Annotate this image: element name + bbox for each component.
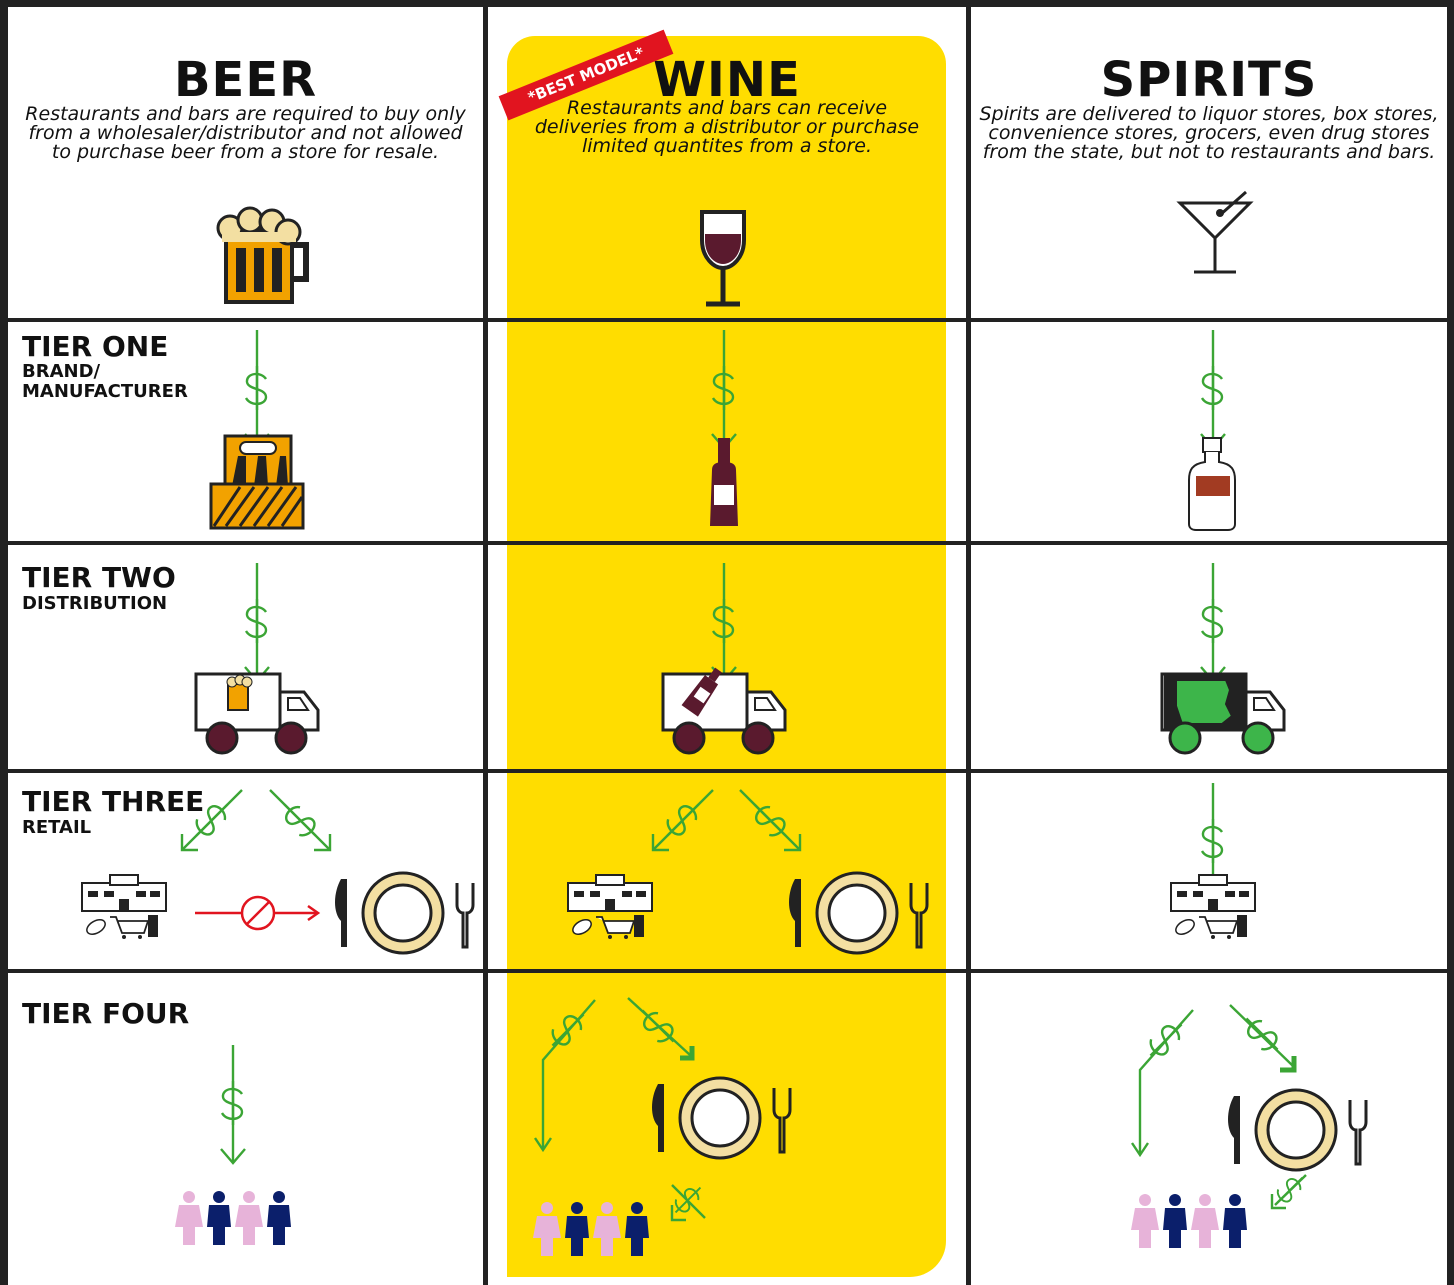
wine-desc-line: deliveries from a distributor or purchase: [534, 116, 920, 138]
spirits-desc-line: convenience stores, grocers, even drug stores: [988, 122, 1430, 144]
tier-one-sub-line: MANUFACTURER: [22, 381, 188, 402]
money-flow-arrow: [1201, 563, 1225, 681]
store-icon: [1171, 875, 1255, 939]
money-flow-arrow: [182, 790, 242, 850]
people-icon: [533, 1202, 649, 1256]
no-entry-icon: [195, 897, 318, 929]
tier-four-title: TIER FOUR: [22, 997, 190, 1030]
tier-two-sub-line: DISTRIBUTION: [22, 593, 168, 614]
money-flow-arrow: [740, 790, 800, 850]
tier-two-title: TIER TWO: [22, 561, 176, 594]
people-icon: [1131, 1194, 1247, 1248]
money-flow-arrow: [270, 790, 330, 850]
beer-mug-icon: [218, 208, 306, 302]
spirits-column-title: SPIRITS: [1100, 52, 1318, 108]
money-flow-arrow: [245, 563, 269, 681]
plate-cutlery-icon: [335, 873, 473, 953]
plate-cutlery-icon: [1228, 1090, 1366, 1170]
store-icon: [568, 875, 652, 939]
beer-column-title: BEER: [173, 52, 318, 108]
liquor-bottle-icon: [1189, 438, 1235, 530]
beer-desc-line: from a wholesaler/distributor and not allowed: [28, 122, 463, 144]
wine-desc-line: limited quantites from a store.: [581, 135, 873, 157]
beer-desc-line: Restaurants and bars are required to buy only: [25, 103, 466, 125]
wine-truck-icon: [663, 664, 785, 753]
tier-three-sub-line: RETAIL: [22, 817, 92, 838]
wine-column-title: WINE: [653, 52, 801, 108]
money-flow-arrow: [712, 330, 736, 448]
tier-one-sub-line: BRAND/: [22, 361, 101, 382]
spirits-desc-line: Spirits are delivered to liquor stores, box stores,: [979, 103, 1439, 125]
plate-cutlery-icon: [789, 873, 927, 953]
beer-six-pack-icon: [211, 436, 303, 528]
wine-desc-line: Restaurants and bars can receive: [566, 97, 888, 119]
wine-glass-icon: [702, 212, 744, 304]
state-truck-icon: [1162, 674, 1284, 753]
tier-one-title: TIER ONE: [22, 330, 169, 363]
money-flow-arrow: [1201, 330, 1225, 448]
money-flow-arrow: [221, 1045, 245, 1163]
plate-cutlery-icon: [652, 1078, 790, 1158]
money-flow-arrow: [245, 330, 269, 448]
wine-bottle-icon: [710, 438, 738, 526]
people-icon: [175, 1191, 291, 1245]
store-icon: [82, 875, 166, 939]
spirits-desc-line: from the state, but not to restaurants and bars.: [982, 141, 1436, 163]
money-flow-arrow: [712, 563, 736, 681]
martini-icon: [1180, 192, 1250, 272]
money-flow-arrow: [653, 790, 713, 850]
beer-truck-icon: [196, 674, 318, 753]
tier-three-title: TIER THREE: [22, 785, 205, 818]
best-model-badge: *BEST MODEL*: [499, 30, 674, 121]
beer-desc-line: to purchase beer from a store for resale.: [51, 141, 440, 163]
